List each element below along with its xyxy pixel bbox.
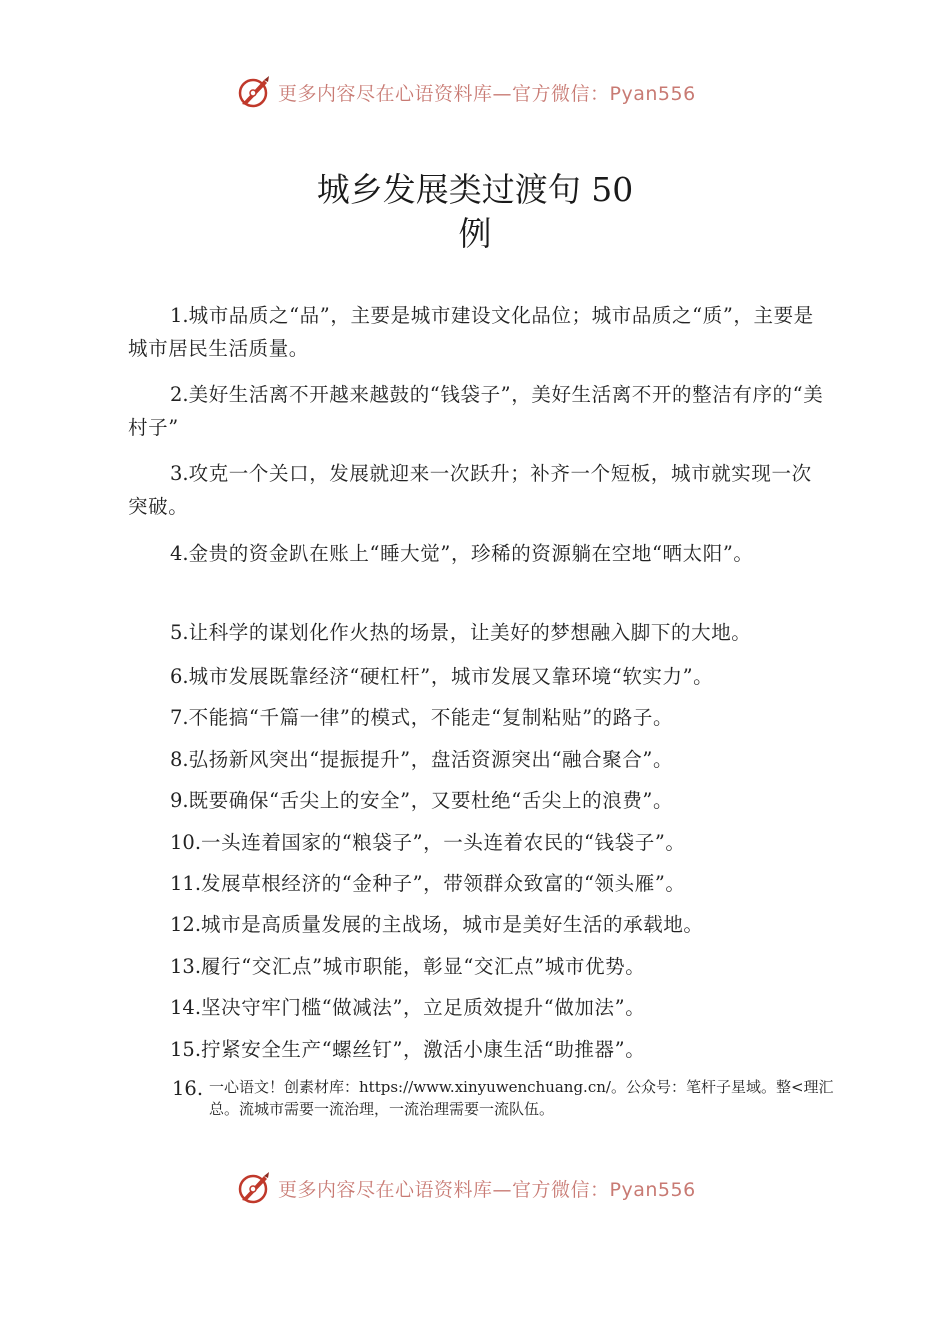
list-item-number: 6. [170,665,189,688]
footer-banner [236,1168,696,1208]
quill-pen-logo-icon [236,74,272,110]
list-item-text: 发展草根经济的“金种子”，带领群众致富的“领头雁”。 [201,872,686,895]
list-item-number: 4. [170,542,189,565]
list-item [128,950,828,983]
list-item-number: 2. [170,383,189,406]
list-item-number: 12. [170,913,202,936]
list-item [128,537,828,570]
list-item-text: 坚决守牢门槛“做减法”，立足质效提升“做加法”。 [201,996,646,1019]
quill-pen-logo-icon [236,1170,272,1206]
list-item [128,908,828,941]
list-item-text: 一心语文！创素材库：https://www.xinyuwenchuang.cn/。公众号：笔杆子星域。整<理汇总。流城市需要一流治理，一流治理需要一流队伍。 [209,1078,834,1118]
list-item-number: 5. [170,621,189,644]
list-item [128,826,828,859]
list-item-text: 弘扬新风突出“提振提升”，盘活资源突出“融合聚合”。 [188,748,674,771]
page-title-line-2: 例 [458,214,492,253]
list-item-text: 让科学的谋划化作火热的场景，让美好的梦想融入脚下的大地。 [188,621,752,644]
list-item [128,378,828,444]
list-item-text: 不能搞“千篇一律”的模式，不能走“复制粘贴”的路子。 [188,706,674,729]
list-item-text: 攻克一个关口，发展就迎来一次跃升；补齐一个短板，城市就实现一次突破。 [128,462,812,518]
list-item-number: 9. [170,789,189,812]
list-item-text: 履行“交汇点”城市职能，彰显“交汇点”城市优势。 [201,955,646,978]
footer-banner-text: 更多内容尽在心语资料库—官方微信：Pyan556 [278,1178,696,1201]
list-item-text: 城市品质之“品”，主要是城市建设文化品位；城市品质之“质”，主要是城市居民生活质量。 [128,304,814,360]
list-item-text: 一头连着国家的“粮袋子”，一头连着农民的“钱袋子”。 [201,831,686,854]
list-item-text: 拧紧安全生产“螺丝钉”，激活小康生活“助推器”。 [201,1038,646,1061]
list-item [128,991,828,1024]
list-item-text: 城市是高质量发展的主战场，城市是美好生活的承载地。 [201,913,704,936]
list-item [128,1033,828,1066]
list-item-text: 城市发展既靠经济“硬杠杆”，城市发展又靠环境“软实力”。 [188,665,714,688]
list-item-number: 13. [170,955,202,978]
list-item [128,457,828,523]
list-item-text: 既要确保“舌尖上的安全”，又要杜绝“舌尖上的浪费”。 [188,789,674,812]
list-item [128,784,828,817]
page-title-line-1: 城乡发展类过渡句 50 [316,170,634,209]
list-item-text: 美好生活离不开越来越鼓的“钱袋子”，美好生活离不开的整洁有序的“美村子” [128,383,824,439]
list-item-number: 3. [170,462,189,485]
list-item-number: 7. [170,706,189,729]
list-item [128,616,828,649]
list-item-number: 14. [170,996,202,1019]
list-item-text: 金贵的资金趴在账上“睡大觉”，珍稀的资源躺在空地“晒太阳”。 [188,542,754,565]
list-item-16 [172,1076,852,1120]
list-item [128,660,828,693]
list-item-number: 1. [170,304,189,327]
list-item [128,701,828,734]
header-banner [236,72,696,112]
list-item-number: 11. [170,872,202,895]
list-item-number: 8. [170,748,189,771]
header-banner-text: 更多内容尽在心语资料库—官方微信：Pyan556 [278,82,696,105]
list-item [128,299,828,365]
list-item-number: 10. [170,831,202,854]
list-item-number: 16. [172,1077,204,1100]
list-item [128,743,828,776]
list-item [128,867,828,900]
list-item-number: 15. [170,1038,202,1061]
